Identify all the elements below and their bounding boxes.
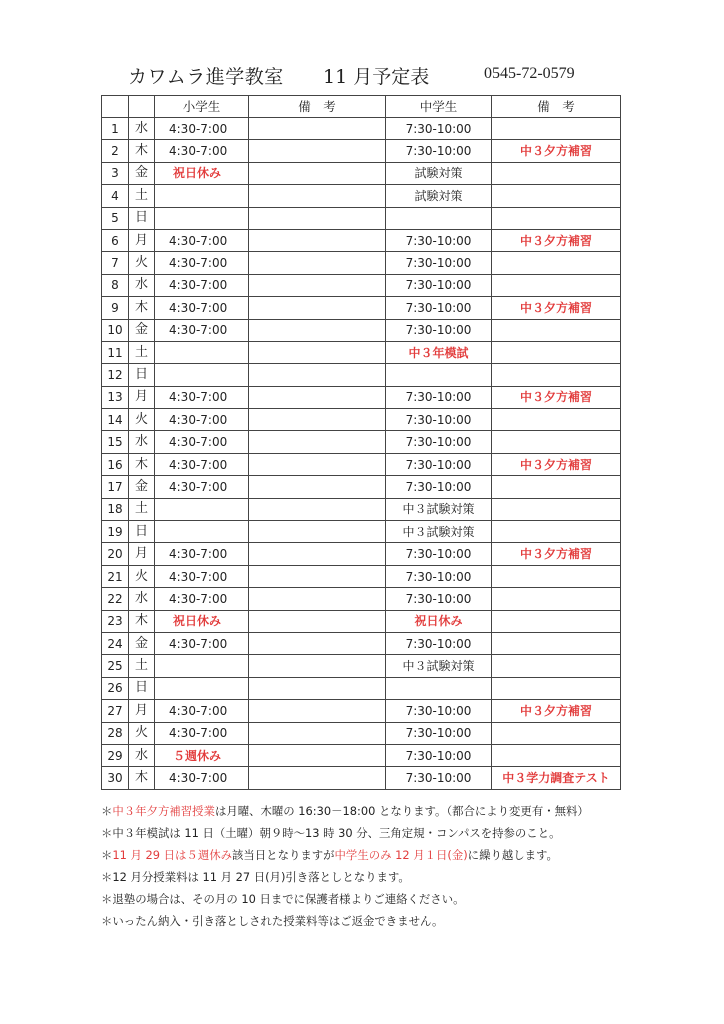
- header-elementary-notes: 備 考: [249, 96, 386, 118]
- weekday-cell: 土: [129, 498, 155, 520]
- junior-cell: 7:30-10:00: [386, 453, 492, 475]
- junior-cell: 7:30-10:00: [386, 767, 492, 789]
- note-item: [101, 910, 661, 932]
- table-header-row: [102, 96, 621, 118]
- schedule-table: [101, 95, 621, 790]
- day-cell: 11: [102, 341, 129, 363]
- day-cell: 4: [102, 185, 129, 207]
- junior-note-cell: 中３夕方補習: [492, 297, 621, 319]
- day-cell: 30: [102, 767, 129, 789]
- table-row: [102, 521, 621, 543]
- note-text: 退塾の場合は、その月の 10 日までに保護者様よりご連絡ください。: [112, 892, 465, 906]
- header-junior-notes: 備 考: [492, 96, 621, 118]
- weekday-cell: 金: [129, 162, 155, 184]
- schedule-body: [102, 118, 621, 790]
- table-row: [102, 431, 621, 453]
- table-row: [102, 632, 621, 654]
- notes-section: [101, 800, 661, 932]
- weekday-cell: 土: [129, 341, 155, 363]
- table-row: [102, 498, 621, 520]
- day-cell: 7: [102, 252, 129, 274]
- weekday-cell: 金: [129, 319, 155, 341]
- weekday-cell: 水: [129, 588, 155, 610]
- junior-cell: 試験対策: [386, 162, 492, 184]
- elementary-note-cell: [249, 498, 386, 520]
- junior-cell: 7:30-10:00: [386, 700, 492, 722]
- day-cell: 23: [102, 610, 129, 632]
- note-highlight-2: 中学生のみ 12 月１日(金): [334, 848, 468, 862]
- elementary-cell: 4:30-7:00: [155, 140, 249, 162]
- elementary-cell: 4:30-7:00: [155, 476, 249, 498]
- elementary-cell: ５週休み: [155, 744, 249, 766]
- table-row: [102, 722, 621, 744]
- elementary-cell: 4:30-7:00: [155, 319, 249, 341]
- elementary-note-cell: [249, 722, 386, 744]
- note-highlight: 中３年夕方補習授業: [112, 804, 215, 818]
- junior-note-cell: [492, 655, 621, 677]
- junior-cell: 7:30-10:00: [386, 140, 492, 162]
- elementary-note-cell: [249, 700, 386, 722]
- weekday-cell: 土: [129, 655, 155, 677]
- weekday-cell: 日: [129, 677, 155, 699]
- weekday-cell: 水: [129, 431, 155, 453]
- weekday-cell: 火: [129, 409, 155, 431]
- elementary-note-cell: [249, 252, 386, 274]
- phone-number: 0545-72-0579: [484, 65, 575, 82]
- weekday-cell: 火: [129, 565, 155, 587]
- elementary-cell: 4:30-7:00: [155, 118, 249, 140]
- elementary-cell: 4:30-7:00: [155, 543, 249, 565]
- table-row: [102, 364, 621, 386]
- elementary-cell: [155, 655, 249, 677]
- weekday-cell: 火: [129, 252, 155, 274]
- day-cell: 2: [102, 140, 129, 162]
- junior-cell: 7:30-10:00: [386, 722, 492, 744]
- month-title: 11 月予定表: [323, 66, 430, 88]
- table-row: [102, 588, 621, 610]
- table-row: [102, 118, 621, 140]
- note-text-2: に繰り越します。: [467, 848, 558, 862]
- elementary-note-cell: [249, 341, 386, 363]
- elementary-cell: [155, 677, 249, 699]
- elementary-note-cell: [249, 543, 386, 565]
- weekday-cell: 水: [129, 118, 155, 140]
- header-weekday: [129, 96, 155, 118]
- table-row: [102, 297, 621, 319]
- junior-note-cell: [492, 409, 621, 431]
- weekday-cell: 日: [129, 364, 155, 386]
- day-cell: 5: [102, 207, 129, 229]
- day-cell: 6: [102, 229, 129, 251]
- note-text: は月曜、木曜の 16:30－18:00 となります。（都合により変更有・無料）: [214, 804, 589, 818]
- table-row: [102, 386, 621, 408]
- day-cell: 9: [102, 297, 129, 319]
- junior-note-cell: [492, 319, 621, 341]
- elementary-note-cell: [249, 319, 386, 341]
- table-row: [102, 185, 621, 207]
- day-cell: 19: [102, 521, 129, 543]
- note-highlight: 11 月 29 日は５週休み: [112, 848, 232, 862]
- elementary-cell: 4:30-7:00: [155, 252, 249, 274]
- weekday-cell: 水: [129, 744, 155, 766]
- elementary-note-cell: [249, 229, 386, 251]
- weekday-cell: 水: [129, 274, 155, 296]
- junior-note-cell: [492, 521, 621, 543]
- elementary-cell: [155, 498, 249, 520]
- junior-cell: 7:30-10:00: [386, 632, 492, 654]
- table-row: [102, 274, 621, 296]
- table-row: [102, 341, 621, 363]
- weekday-cell: 木: [129, 453, 155, 475]
- day-cell: 17: [102, 476, 129, 498]
- elementary-cell: [155, 364, 249, 386]
- junior-note-cell: [492, 364, 621, 386]
- junior-cell: 7:30-10:00: [386, 274, 492, 296]
- elementary-note-cell: [249, 162, 386, 184]
- junior-cell: [386, 364, 492, 386]
- elementary-note-cell: [249, 364, 386, 386]
- junior-note-cell: 中３夕方補習: [492, 140, 621, 162]
- junior-note-cell: 中３学力調査テスト: [492, 767, 621, 789]
- junior-note-cell: [492, 565, 621, 587]
- weekday-cell: 金: [129, 632, 155, 654]
- note-text: 該当日となりますが: [232, 848, 335, 862]
- junior-note-cell: [492, 274, 621, 296]
- weekday-cell: 月: [129, 386, 155, 408]
- junior-note-cell: [492, 632, 621, 654]
- table-row: [102, 610, 621, 632]
- weekday-cell: 木: [129, 140, 155, 162]
- day-cell: 27: [102, 700, 129, 722]
- elementary-cell: 4:30-7:00: [155, 767, 249, 789]
- junior-cell: 中３試験対策: [386, 655, 492, 677]
- junior-note-cell: [492, 118, 621, 140]
- junior-cell: 7:30-10:00: [386, 118, 492, 140]
- elementary-note-cell: [249, 274, 386, 296]
- table-row: [102, 655, 621, 677]
- elementary-cell: 4:30-7:00: [155, 632, 249, 654]
- junior-cell: 7:30-10:00: [386, 319, 492, 341]
- elementary-note-cell: [249, 610, 386, 632]
- weekday-cell: 火: [129, 722, 155, 744]
- table-row: [102, 453, 621, 475]
- day-cell: 15: [102, 431, 129, 453]
- junior-note-cell: 中３夕方補習: [492, 453, 621, 475]
- elementary-note-cell: [249, 744, 386, 766]
- note-item: [101, 800, 661, 822]
- junior-note-cell: [492, 476, 621, 498]
- elementary-note-cell: [249, 386, 386, 408]
- weekday-cell: 月: [129, 543, 155, 565]
- weekday-cell: 木: [129, 610, 155, 632]
- junior-note-cell: [492, 610, 621, 632]
- weekday-cell: 金: [129, 476, 155, 498]
- weekday-cell: 月: [129, 229, 155, 251]
- day-cell: 13: [102, 386, 129, 408]
- header-day: [102, 96, 129, 118]
- junior-cell: 7:30-10:00: [386, 588, 492, 610]
- elementary-note-cell: [249, 140, 386, 162]
- page-title: カワムラ進学教室: [128, 66, 284, 88]
- header-junior: 中学生: [386, 96, 492, 118]
- elementary-cell: 4:30-7:00: [155, 565, 249, 587]
- junior-cell: 試験対策: [386, 185, 492, 207]
- elementary-note-cell: [249, 565, 386, 587]
- junior-note-cell: [492, 185, 621, 207]
- elementary-note-cell: [249, 297, 386, 319]
- page-header: [128, 62, 598, 92]
- weekday-cell: 土: [129, 185, 155, 207]
- junior-cell: 7:30-10:00: [386, 744, 492, 766]
- weekday-cell: 月: [129, 700, 155, 722]
- day-cell: 12: [102, 364, 129, 386]
- elementary-note-cell: [249, 632, 386, 654]
- table-row: [102, 677, 621, 699]
- day-cell: 21: [102, 565, 129, 587]
- elementary-cell: 4:30-7:00: [155, 409, 249, 431]
- table-row: [102, 700, 621, 722]
- table-row: [102, 767, 621, 789]
- note-text: いったん納入・引き落としされた授業料等はご返金できません。: [112, 914, 444, 928]
- elementary-cell: 4:30-7:00: [155, 700, 249, 722]
- junior-cell: [386, 677, 492, 699]
- note-text: 中３年模試は 11 日（土曜）朝９時～13 時 30 分、三角定規・コンパスを持参のこと。: [112, 826, 561, 840]
- elementary-cell: 4:30-7:00: [155, 453, 249, 475]
- junior-note-cell: [492, 588, 621, 610]
- junior-cell: 7:30-10:00: [386, 476, 492, 498]
- day-cell: 3: [102, 162, 129, 184]
- table-row: [102, 162, 621, 184]
- day-cell: 14: [102, 409, 129, 431]
- junior-cell: 7:30-10:00: [386, 229, 492, 251]
- table-row: [102, 207, 621, 229]
- elementary-cell: 4:30-7:00: [155, 274, 249, 296]
- junior-cell: 7:30-10:00: [386, 297, 492, 319]
- weekday-cell: 日: [129, 207, 155, 229]
- junior-cell: 中３試験対策: [386, 521, 492, 543]
- junior-note-cell: 中３夕方補習: [492, 229, 621, 251]
- junior-cell: 中３試験対策: [386, 498, 492, 520]
- elementary-cell: [155, 521, 249, 543]
- day-cell: 24: [102, 632, 129, 654]
- elementary-cell: [155, 185, 249, 207]
- day-cell: 10: [102, 319, 129, 341]
- day-cell: 26: [102, 677, 129, 699]
- note-bullet: ＊: [101, 848, 113, 862]
- note-bullet: ＊: [101, 826, 113, 840]
- junior-cell: [386, 207, 492, 229]
- elementary-note-cell: [249, 476, 386, 498]
- junior-note-cell: [492, 162, 621, 184]
- note-item: [101, 844, 661, 866]
- day-cell: 20: [102, 543, 129, 565]
- table-row: [102, 252, 621, 274]
- junior-cell: 中３年模試: [386, 341, 492, 363]
- elementary-cell: 4:30-7:00: [155, 722, 249, 744]
- elementary-note-cell: [249, 655, 386, 677]
- junior-note-cell: [492, 744, 621, 766]
- header-elementary: 小学生: [155, 96, 249, 118]
- table-row: [102, 409, 621, 431]
- elementary-cell: 4:30-7:00: [155, 588, 249, 610]
- elementary-cell: [155, 341, 249, 363]
- note-bullet: ＊: [101, 870, 113, 884]
- table-row: [102, 319, 621, 341]
- elementary-cell: 4:30-7:00: [155, 386, 249, 408]
- junior-cell: 7:30-10:00: [386, 386, 492, 408]
- junior-note-cell: [492, 341, 621, 363]
- day-cell: 16: [102, 453, 129, 475]
- elementary-note-cell: [249, 588, 386, 610]
- junior-cell: 7:30-10:00: [386, 431, 492, 453]
- junior-note-cell: [492, 722, 621, 744]
- note-bullet: ＊: [101, 914, 113, 928]
- table-row: [102, 565, 621, 587]
- note-bullet: ＊: [101, 804, 113, 818]
- junior-note-cell: [492, 498, 621, 520]
- junior-note-cell: 中３夕方補習: [492, 700, 621, 722]
- elementary-note-cell: [249, 767, 386, 789]
- note-bullet: ＊: [101, 892, 113, 906]
- junior-cell: 7:30-10:00: [386, 543, 492, 565]
- elementary-cell: 祝日休み: [155, 610, 249, 632]
- elementary-note-cell: [249, 431, 386, 453]
- elementary-cell: 4:30-7:00: [155, 297, 249, 319]
- note-text: 12 月分授業料は 11 月 27 日(月)引き落としとなります。: [112, 870, 410, 884]
- note-item: [101, 822, 661, 844]
- day-cell: 1: [102, 118, 129, 140]
- junior-note-cell: [492, 252, 621, 274]
- elementary-note-cell: [249, 521, 386, 543]
- junior-cell: 7:30-10:00: [386, 409, 492, 431]
- table-row: [102, 140, 621, 162]
- note-item: [101, 866, 661, 888]
- note-item: [101, 888, 661, 910]
- day-cell: 18: [102, 498, 129, 520]
- table-row: [102, 543, 621, 565]
- weekday-cell: 木: [129, 767, 155, 789]
- junior-cell: 祝日休み: [386, 610, 492, 632]
- table-row: [102, 744, 621, 766]
- junior-cell: 7:30-10:00: [386, 565, 492, 587]
- table-row: [102, 476, 621, 498]
- elementary-note-cell: [249, 453, 386, 475]
- junior-note-cell: [492, 677, 621, 699]
- junior-cell: 7:30-10:00: [386, 252, 492, 274]
- junior-note-cell: 中３夕方補習: [492, 386, 621, 408]
- day-cell: 29: [102, 744, 129, 766]
- elementary-cell: [155, 207, 249, 229]
- day-cell: 8: [102, 274, 129, 296]
- weekday-cell: 木: [129, 297, 155, 319]
- elementary-note-cell: [249, 118, 386, 140]
- day-cell: 28: [102, 722, 129, 744]
- elementary-note-cell: [249, 185, 386, 207]
- elementary-note-cell: [249, 677, 386, 699]
- day-cell: 25: [102, 655, 129, 677]
- junior-note-cell: [492, 207, 621, 229]
- junior-note-cell: 中３夕方補習: [492, 543, 621, 565]
- elementary-note-cell: [249, 409, 386, 431]
- junior-note-cell: [492, 431, 621, 453]
- table-row: [102, 229, 621, 251]
- day-cell: 22: [102, 588, 129, 610]
- elementary-note-cell: [249, 207, 386, 229]
- weekday-cell: 日: [129, 521, 155, 543]
- elementary-cell: 4:30-7:00: [155, 431, 249, 453]
- elementary-cell: 4:30-7:00: [155, 229, 249, 251]
- elementary-cell: 祝日休み: [155, 162, 249, 184]
